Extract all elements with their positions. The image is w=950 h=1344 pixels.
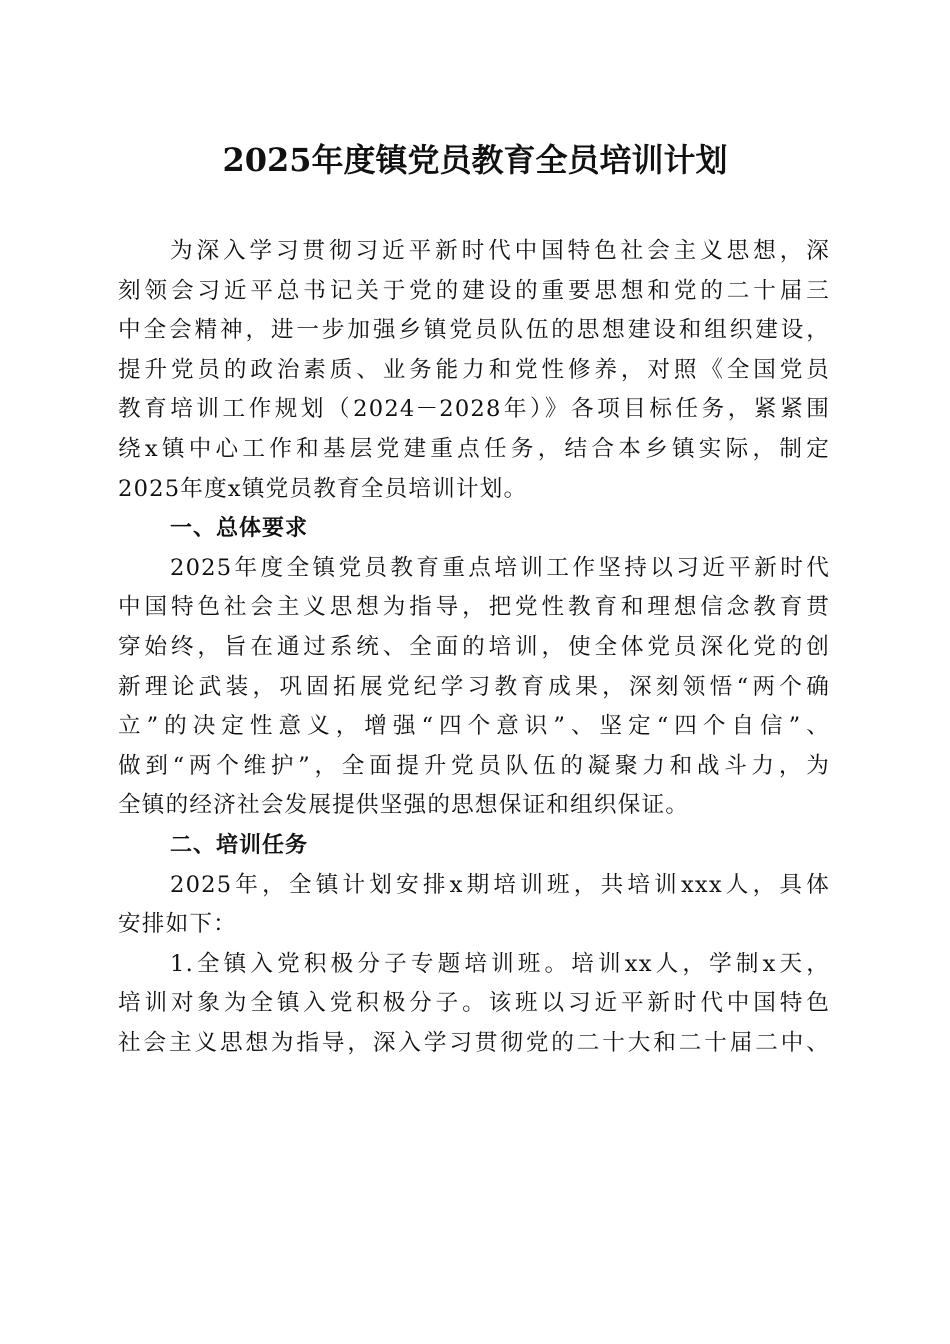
section-heading-training-tasks: 二、培训任务 bbox=[170, 832, 309, 858]
paragraph-line: 为深入学习贯彻习近平新时代中国特色社会主义思想，深 bbox=[170, 238, 830, 264]
list-item-line: 社会主义思想为指导，深入学习贯彻党的二十大和二十届二中、 bbox=[118, 1029, 830, 1056]
list-item-line: 培训对象为全镇入党积极分子。该班以习近平新时代中国特色 bbox=[118, 990, 830, 1017]
paragraph-line: 绕x镇中心工作和基层党建重点任务，结合本乡镇实际，制定 bbox=[118, 435, 830, 462]
paragraph-line: 提升党员的政治素质、业务能力和党性修养，对照《全国党员 bbox=[118, 356, 830, 383]
paragraph-line: 穿始终，旨在通过系统、全面的培训，使全体党员深化党的创 bbox=[118, 633, 830, 660]
section-heading-overall-requirements: 一、总体要求 bbox=[170, 516, 309, 542]
paragraph-line: 做到“两个维护”，全面提升党员队伍的凝聚力和战斗力，为 bbox=[118, 752, 830, 779]
list-item-line: 1.全镇入党积极分子专题培训班。培训xx人，学制x天， bbox=[170, 950, 830, 977]
paragraph-line: 2025年，全镇计划安排x期培训班，共培训xxx人，具体 bbox=[170, 871, 830, 898]
document-title: 2025年度镇党员教育全员培训计划 bbox=[222, 141, 728, 179]
paragraph-line: 安排如下： bbox=[118, 911, 237, 938]
paragraph-line: 立”的决定性意义，增强“四个意识”、坚定“四个自信”、 bbox=[118, 713, 830, 740]
paragraph-line: 2025年度全镇党员教育重点培训工作坚持以习近平新时代 bbox=[170, 554, 830, 581]
paragraph-line: 教育培训工作规划（2024－2028年）》各项目标任务，紧紧围 bbox=[118, 396, 830, 423]
paragraph-line: 刻领会习近平总书记关于党的建设的重要思想和党的二十届三 bbox=[118, 277, 830, 304]
document-body bbox=[118, 232, 830, 1063]
paragraph-line: 全镇的经济社会发展提供坚强的思想保证和组织保证。 bbox=[118, 792, 690, 819]
paragraph-line: 中全会精神，进一步加强乡镇党员队伍的思想建设和组织建设， bbox=[118, 317, 830, 344]
paragraph-line: 中国特色社会主义思想为指导，把党性教育和理想信念教育贯 bbox=[118, 594, 830, 621]
paragraph-line: 新理论武装，巩固拓展党纪学习教育成果，深刻领悟“两个确 bbox=[118, 673, 830, 700]
paragraph-line: 2025年度x镇党员教育全员培训计划。 bbox=[118, 475, 528, 502]
